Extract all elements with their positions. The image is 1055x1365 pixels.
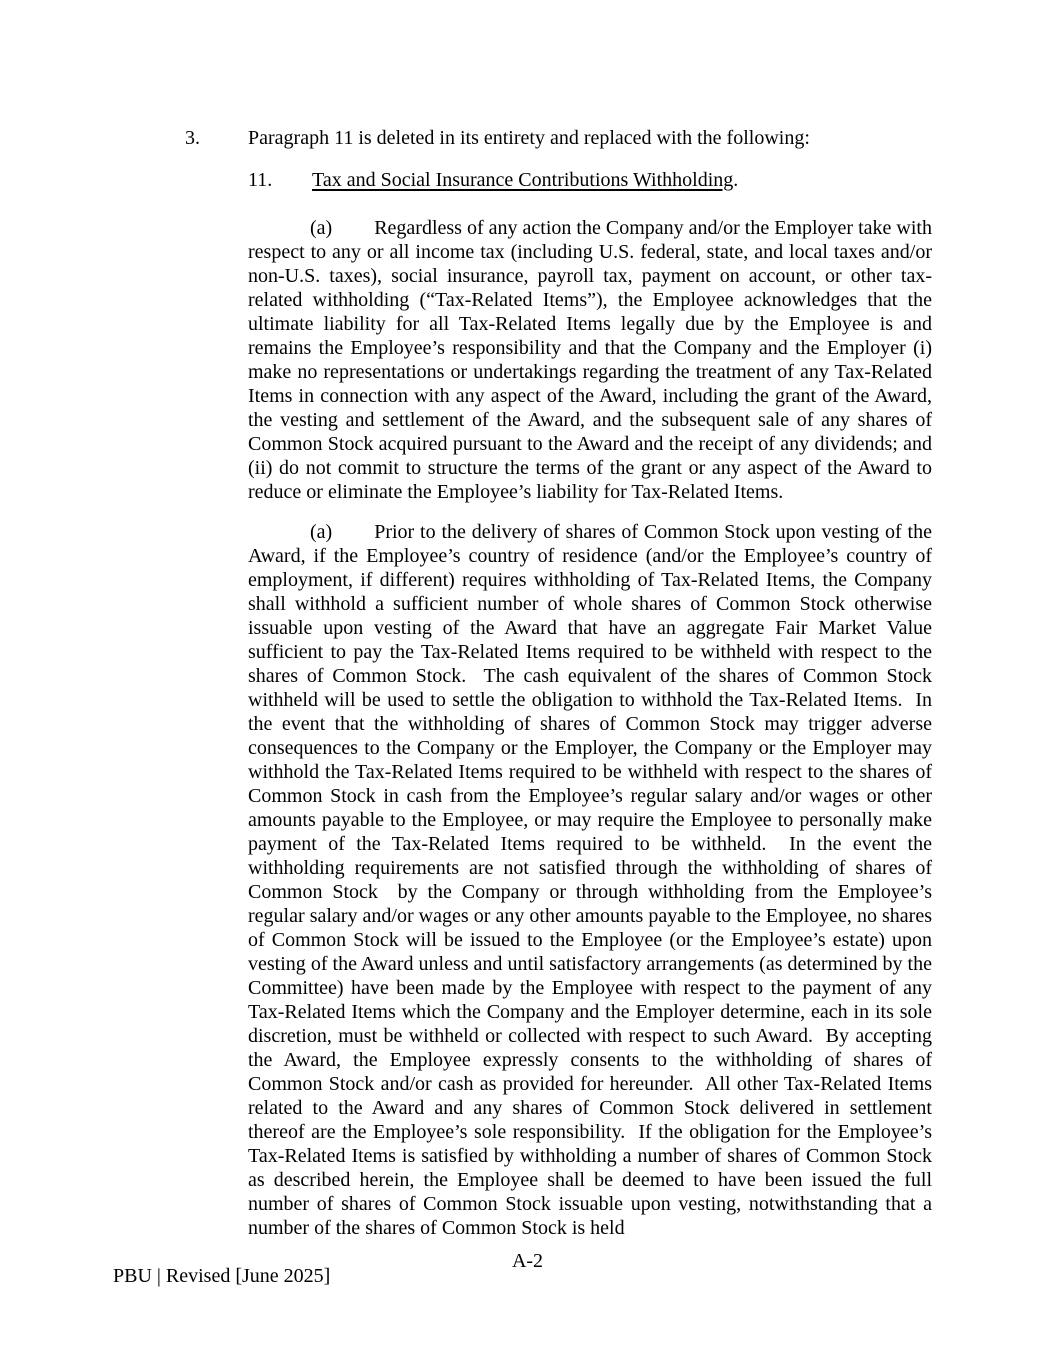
paragraph-label: (a) — [310, 521, 333, 543]
paragraph-share-withholding — [248, 520, 932, 1240]
section-heading — [248, 168, 932, 192]
document-body — [185, 126, 932, 1256]
amendment-item-text: Paragraph 11 is deleted in its entirety and replaced with the following: — [248, 127, 810, 149]
amendment-item — [185, 126, 932, 150]
paragraph-tax-liability — [248, 216, 932, 504]
page-number: A-2 — [511, 1250, 544, 1272]
amendment-item-number: 3. — [185, 127, 200, 149]
section-heading-title: Tax and Social Insurance Contributions Withholding — [312, 169, 734, 191]
paragraph-label: (a) — [310, 217, 333, 239]
section-heading-number: 11. — [248, 169, 273, 191]
section-heading-period: . — [733, 169, 739, 191]
paragraph-text: Prior to the delivery of shares of Common Stock upon vesting of the Award, if the Employee’s country of residence (and/or the Employee’s country of employment, if different) requires withholding of Tax-Related Items, the Company shall withhold a sufficient number of whole shares of Common Stock otherwise issuable upon vesting of the Award that have an aggregate Fair Market Value sufficient to pay the Tax-Related Items required to be withheld with respect to the shares of Common Stock. The cash equivalent of the shares of Common Stock withheld will be used to settle the obligation to withhold the Tax-Related Items. In the event that the withholding of shares of Common Stock may trigger adverse consequences to the Company or the Employer, the Company or the Employer may withhold the Tax-Related Items required to be withheld with respect to the shares of Common Stock in cash from the Employee’s regular salary and/or wages or other amounts payable to the Employee, or may require the Employee to personally make payment of the Tax-Related Items required to be withheld. In the event the withholding requirements are not satisfied through the withholding of shares of Common Stock by the Company or through withholding from the Employee’s regular salary and/or wages or any other amounts payable to the Employee, no shares of Common Stock will be issued to the Employee (or the Employee’s estate) upon vesting of the Award unless and until satisfactory arrangements (as determined by the Committee) have been made by the Employee with respect to the payment of any Tax-Related Items which the Company and the Employer determine, each in its sole discretion, must be withheld or collected with respect to such Award. By accepting the Award, the Employee expressly consents to the withholding of shares of Common Stock and/or cash as provided for hereunder. All other Tax-Related Items related to the Award and any shares of Common Stock delivered in settlement thereof are the Employee’s sole responsibility. If the obligation for the Employee’s Tax-Related Items is satisfied by withholding a number of shares of Common Stock as described herein, the Employee shall be deemed to have been issued the full number of shares of Common Stock issuable upon vesting, notwithstanding that a number of the shares of Common Stock is held — [248, 521, 932, 1239]
footer-revision-tag: PBU | Revised [June 2025] — [113, 1265, 331, 1287]
paragraph-text: Regardless of any action the Company and/or the Employer take with respect to any or all income tax (including U.S. federal, state, and local taxes and/or non-U.S. taxes), social insurance, payroll tax, payment on account, or other tax-related withholding (“Tax-Related Items”), the Employee acknowledges that the ultimate liability for all Tax-Related Items legally due by the Employee is and remains the Employee’s responsibility and that the Company and the Employer (i) make no representations or undertakings regarding the treatment of any Tax-Related Items in connection with any aspect of the Award, including the grant of the Award, the vesting and settlement of the Award, and the subsequent sale of any shares of Common Stock acquired pursuant to the Award and the receipt of any dividends; and (ii) do not commit to structure the terms of the grant or any aspect of the Award to reduce or eliminate the Employee’s liability for Tax-Related Items. — [248, 217, 932, 503]
